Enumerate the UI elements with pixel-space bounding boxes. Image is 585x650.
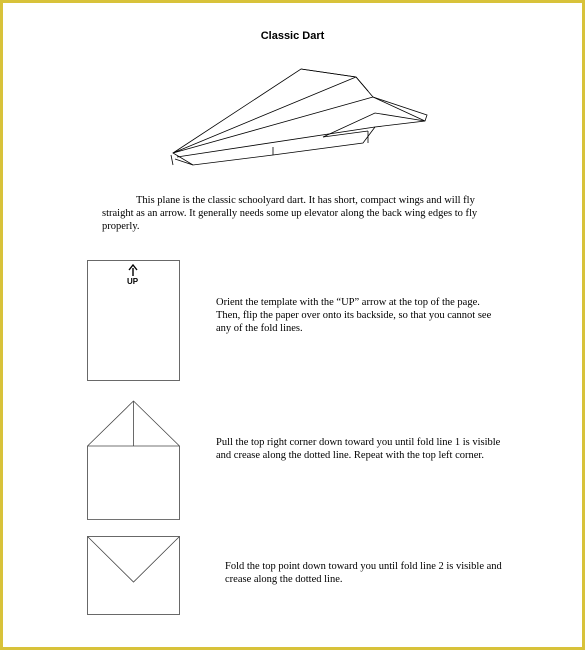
- step-1-text: Orient the template with the “UP” arrow at the top of the page. Then, flip the paper over onto its backside, so that you cannot see any of the fold lines.: [216, 297, 492, 334]
- up-arrow-label: UP: [127, 277, 139, 286]
- step-2-diagram: [87, 399, 181, 521]
- step-3-diagram: [87, 536, 181, 616]
- document-page: [3, 3, 582, 647]
- intro-paragraph: This plane is the classic schoolyard dart. It has short, compact wings and will fly straight as an arrow. It generally needs some up elevator along the back wing edges to fly properly.: [102, 195, 478, 232]
- paper-airplane-illustration: [163, 65, 433, 175]
- page-title: Classic Dart: [260, 30, 325, 42]
- step-2-text: Pull the top right corner down toward you until fold line 1 is visible and crease along the dotted line. Repeat with the top left corner.: [216, 437, 501, 461]
- step-3-text: Fold the top point down toward you until fold line 2 is visible and crease along the dotted line.: [225, 561, 502, 585]
